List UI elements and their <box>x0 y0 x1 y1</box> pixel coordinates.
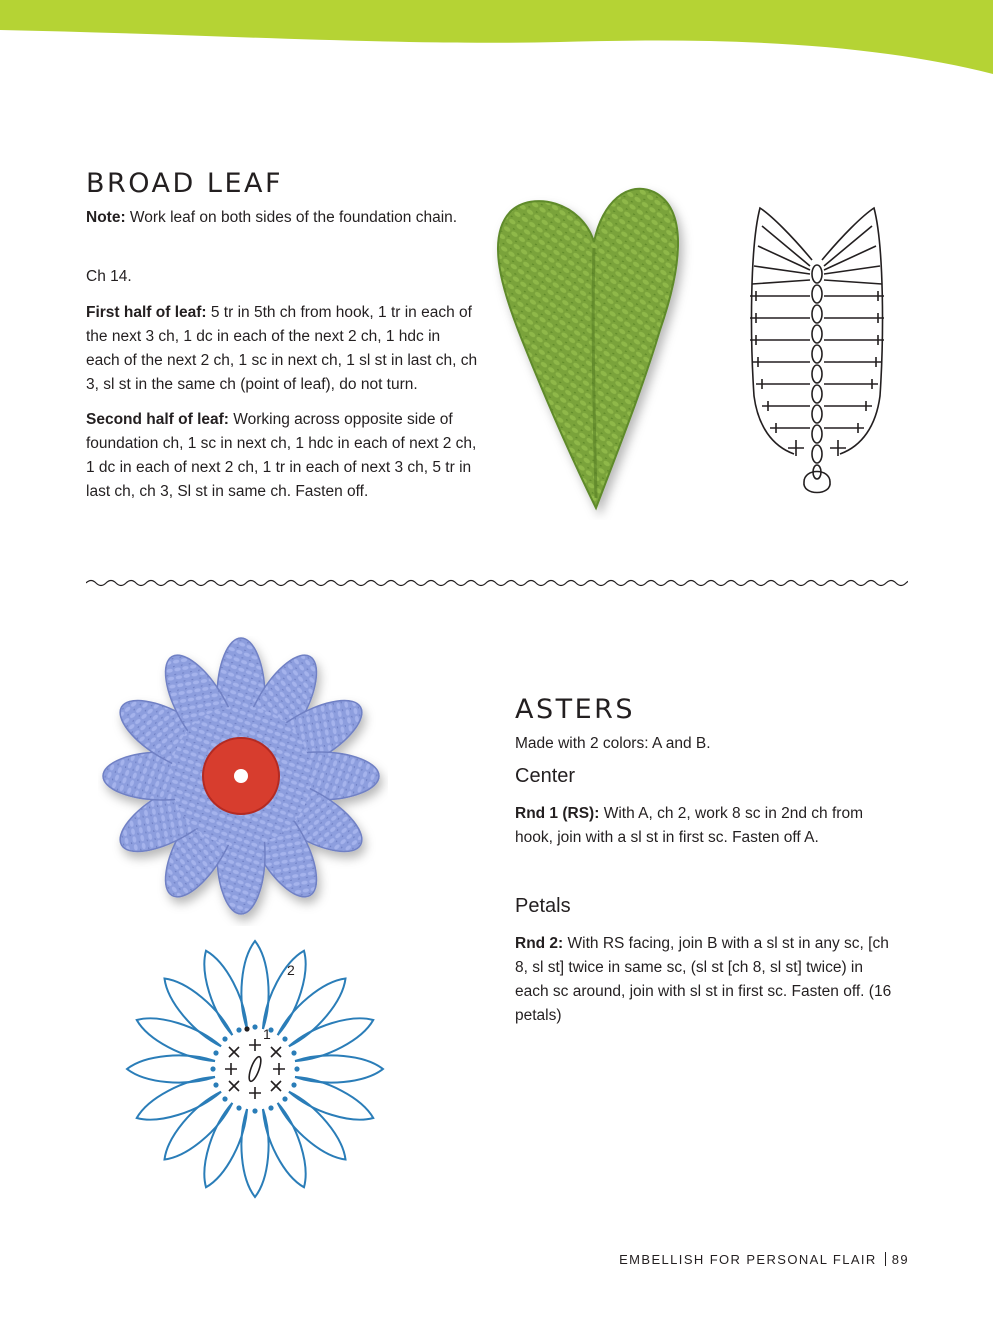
page-number: 89 <box>891 1252 909 1267</box>
broad-leaf-title: BROAD LEAF <box>86 168 284 199</box>
asters-title: ASTERS <box>515 694 636 725</box>
aster-stitch-diagram <box>120 934 390 1204</box>
rnd2-instruction <box>515 932 900 1028</box>
first-half-instruction <box>86 301 478 397</box>
section-divider <box>86 576 908 590</box>
footer-separator <box>885 1252 886 1266</box>
broad-leaf-photo <box>492 180 702 520</box>
rnd2-text: With RS facing, join B with a sl st in any sc, [ch 8, sl st] twice in same sc, (sl st [ch 8, sl st] twice) in each sc around, join with sl st in first sc. Fasten off. (16 petals) <box>515 935 892 1024</box>
second-half-label: Second half of leaf: <box>86 411 229 428</box>
broad-leaf-stitch-diagram <box>732 196 902 506</box>
broad-leaf-note <box>86 206 458 230</box>
round-2-label: 2 <box>287 962 295 978</box>
rnd1-text: With A, ch 2, work 8 sc in 2nd ch from hook, join with a sl st in first sc. Fasten off A. <box>515 805 863 846</box>
second-half-instruction <box>86 408 478 504</box>
round-1-label: 1 <box>263 1026 271 1042</box>
first-half-label: First half of leaf: <box>86 304 207 321</box>
center-heading: Center <box>515 765 576 787</box>
top-accent-band <box>0 0 993 80</box>
rnd2-label: Rnd 2: <box>515 935 564 952</box>
note-label: Note: <box>86 209 126 226</box>
page-footer <box>619 1252 909 1267</box>
rnd1-label: Rnd 1 (RS): <box>515 805 600 822</box>
leaf-chain-ovals <box>812 265 822 463</box>
petals-heading: Petals <box>515 895 571 917</box>
footer-section-title: EMBELLISH FOR PERSONAL FLAIR <box>619 1252 877 1267</box>
asters-intro: Made with 2 colors: A and B. <box>515 735 711 752</box>
first-half-text: 5 tr in 5th ch from hook, 1 tr in each of the next 3 ch, 1 dc in each of the next 2 ch, 1 hdc in each of the next 2 ch, 1 sc in next ch, 1 sl st in last ch, ch 3, sl st in the same ch (point of leaf), do not turn. <box>86 304 478 393</box>
rnd1-instruction <box>515 802 895 850</box>
chain-instruction: Ch 14. <box>86 268 132 285</box>
aster-photo <box>98 636 388 926</box>
note-text: Work leaf on both sides of the foundation chain. <box>125 209 458 226</box>
second-half-text: Working across opposite side of foundation ch, 1 sc in next ch, 1 hdc in each of next 2 ch, 1 dc in each of next 2 ch, 1 tr in each of next 3 ch, 5 tr in last ch, ch 3, Sl st in same ch. Fasten off. <box>86 411 477 500</box>
